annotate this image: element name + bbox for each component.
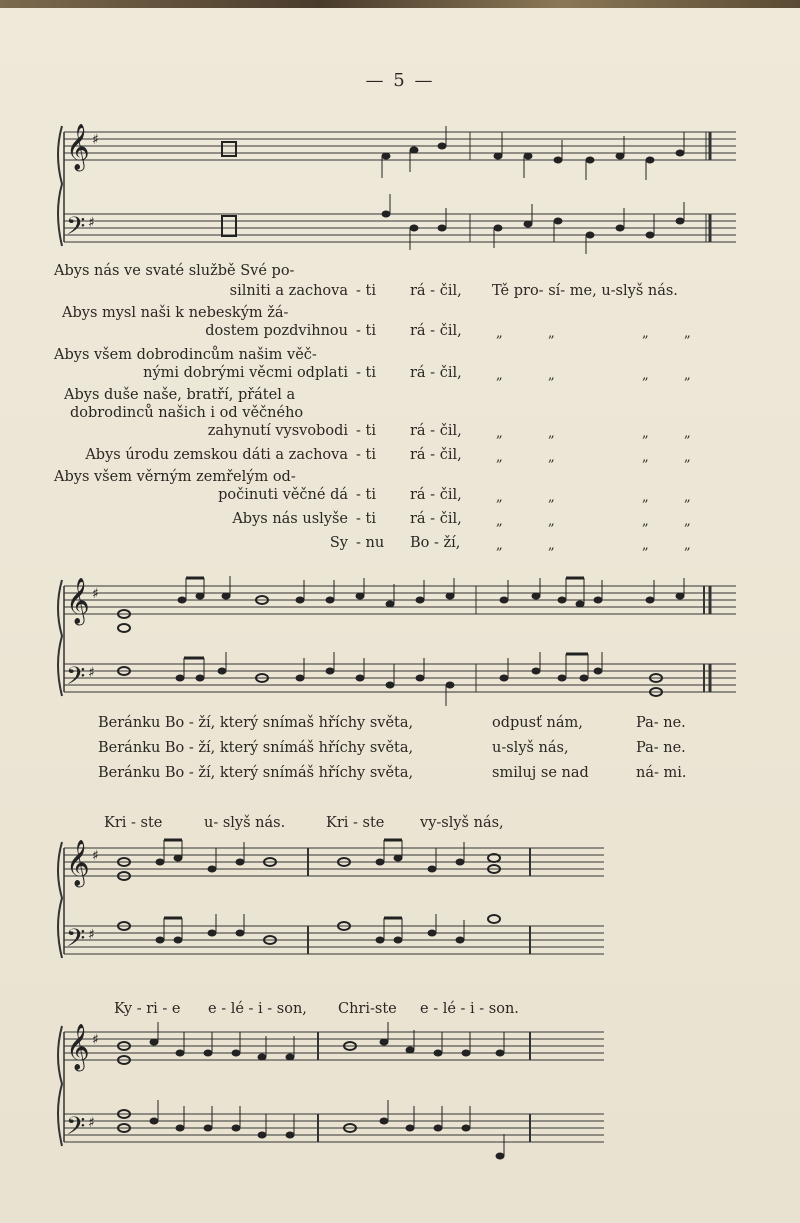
petition-1-line-1: Abys nás ve svaté službě Své po- xyxy=(54,263,295,279)
petition-4-line-1: Abys duše naše, bratří, přátel a xyxy=(64,387,296,403)
petition-5-racil: rá - čil, xyxy=(410,447,462,463)
svg-text:𝄞: 𝄞 xyxy=(66,1024,90,1070)
ditto-mark: „ xyxy=(548,538,555,553)
petition-1-line-2: silniti a zachova xyxy=(229,283,348,299)
ditto-mark: „ xyxy=(548,514,555,529)
svg-text:♯: ♯ xyxy=(88,1115,95,1131)
petition-7-racil: rá - čil, xyxy=(410,511,462,527)
ditto-mark: „ xyxy=(684,326,691,341)
music-system-2 xyxy=(0,574,800,714)
svg-text:𝄞: 𝄞 xyxy=(66,840,90,886)
ditto-mark: „ xyxy=(496,450,503,465)
petition-2-racil: rá - čil, xyxy=(410,323,462,339)
petition-2-line-2: dostem pozdvihnou xyxy=(205,323,348,339)
ditto-mark: „ xyxy=(496,490,503,505)
svg-text:♯: ♯ xyxy=(92,848,99,864)
svg-text:𝄢: 𝄢 xyxy=(66,924,86,959)
music-system-3 xyxy=(0,836,800,966)
page-top-edge xyxy=(0,0,800,8)
agnus-line-3-b: smiluj se nad xyxy=(492,765,589,781)
ditto-mark: „ xyxy=(684,514,691,529)
petition-3-line-1: Abys všem dobrodincům našim věč- xyxy=(54,347,317,363)
ditto-mark: „ xyxy=(642,490,649,505)
agnus-line-2-b: u-slyš nás, xyxy=(492,740,569,756)
ditto-mark: „ xyxy=(548,426,555,441)
agnus-line-1-c: Pa- ne. xyxy=(636,715,686,731)
svg-text:𝄢: 𝄢 xyxy=(66,662,86,697)
petition-4-ti: - ti xyxy=(356,423,376,439)
svg-text:𝄞: 𝄞 xyxy=(66,578,90,624)
petition-6-racil: rá - čil, xyxy=(410,487,462,503)
ditto-mark: „ xyxy=(642,538,649,553)
petition-1-racil: rá - čil, xyxy=(410,283,462,299)
petition-5-ti: - ti xyxy=(356,447,376,463)
ditto-mark: „ xyxy=(496,426,503,441)
refrain: Tě pro- sí- me, u-slyš nás. xyxy=(492,283,678,299)
kyrie-text-3: Chri-ste xyxy=(338,1001,397,1017)
ditto-mark: „ xyxy=(684,490,691,505)
ditto-mark: „ xyxy=(548,450,555,465)
ditto-mark: „ xyxy=(684,368,691,383)
ditto-mark: „ xyxy=(548,368,555,383)
petition-4-line-2: zahynutí vysvobodi xyxy=(207,423,348,439)
petition-5-line-2: Abys úrodu zemskou dáti a zachova xyxy=(85,447,348,463)
ditto-mark: „ xyxy=(548,326,555,341)
svg-text:𝄞: 𝄞 xyxy=(66,124,90,170)
petition-2-ti: - ti xyxy=(356,323,376,339)
kriste-text-2: u- slyš nás. xyxy=(204,815,286,831)
petition-7-ti: - ti xyxy=(356,511,376,527)
kriste-text-3: Kri - ste xyxy=(326,815,385,831)
kyrie-text-4: e - lé - i - son. xyxy=(420,1001,519,1017)
kyrie-text-2: e - lé - i - son, xyxy=(208,1001,307,1017)
kyrie-text-1: Ky - ri - e xyxy=(114,1001,181,1017)
agnus-line-2-a: Beránku Bo - ží, který snímáš hříchy světa, xyxy=(98,740,414,756)
svg-text:♯: ♯ xyxy=(88,927,95,943)
petition-1-ti: - ti xyxy=(356,283,376,299)
kriste-text-1: Kri - ste xyxy=(104,815,163,831)
kriste-text-4: vy-slyš nás, xyxy=(420,815,504,831)
svg-text:𝄢: 𝄢 xyxy=(66,212,86,247)
svg-text:𝄢: 𝄢 xyxy=(66,1112,86,1147)
petition-6-line-1: Abys všem věrným zemřelým od- xyxy=(54,469,296,485)
svg-text:♯: ♯ xyxy=(88,665,95,681)
ditto-mark: „ xyxy=(642,326,649,341)
petition-7-line-2: Abys nás uslyše xyxy=(232,511,348,527)
svg-text:♯: ♯ xyxy=(92,586,99,602)
ditto-mark: „ xyxy=(642,514,649,529)
ditto-mark: „ xyxy=(642,450,649,465)
petition-6-line-2: počinuti věčné dá xyxy=(218,487,348,503)
ditto-mark: „ xyxy=(642,426,649,441)
agnus-line-2-c: Pa- ne. xyxy=(636,740,686,756)
petition-2-line-1: Abys mysl naši k nebeským žá- xyxy=(62,305,289,321)
ditto-mark: „ xyxy=(548,490,555,505)
petition-8-racil: Bo - ží, xyxy=(410,535,461,551)
agnus-line-3-c: ná- mi. xyxy=(636,765,687,781)
music-system-1 xyxy=(0,118,800,258)
svg-text:♯: ♯ xyxy=(88,215,95,231)
agnus-line-1-b: odpusť nám, xyxy=(492,715,583,731)
ditto-mark: „ xyxy=(496,326,503,341)
ditto-mark: „ xyxy=(684,450,691,465)
agnus-line-3-a: Beránku Bo - ží, který snímáš hříchy světa, xyxy=(98,765,414,781)
svg-text:♯: ♯ xyxy=(92,132,99,148)
ditto-mark: „ xyxy=(642,368,649,383)
petition-3-ti: - ti xyxy=(356,365,376,381)
petition-8-line-2: Sy xyxy=(329,535,348,551)
page-number: — 5 — xyxy=(365,70,435,91)
ditto-mark: „ xyxy=(496,514,503,529)
petition-3-line-2: nými dobrými věcmi odplati xyxy=(143,365,348,381)
svg-text:♯: ♯ xyxy=(92,1032,99,1048)
ditto-mark: „ xyxy=(496,368,503,383)
petition-4-line-1b: dobrodinců našich i od věčného xyxy=(70,405,304,421)
music-system-4 xyxy=(0,1020,800,1170)
ditto-mark: „ xyxy=(684,426,691,441)
petition-3-racil: rá - čil, xyxy=(410,365,462,381)
petition-8-ti: - nu xyxy=(356,535,385,551)
petition-4-racil: rá - čil, xyxy=(410,423,462,439)
ditto-mark: „ xyxy=(496,538,503,553)
petition-6-ti: - ti xyxy=(356,487,376,503)
agnus-line-1-a: Beránku Bo - ží, který snímaš hříchy světa, xyxy=(98,715,414,731)
ditto-mark: „ xyxy=(684,538,691,553)
